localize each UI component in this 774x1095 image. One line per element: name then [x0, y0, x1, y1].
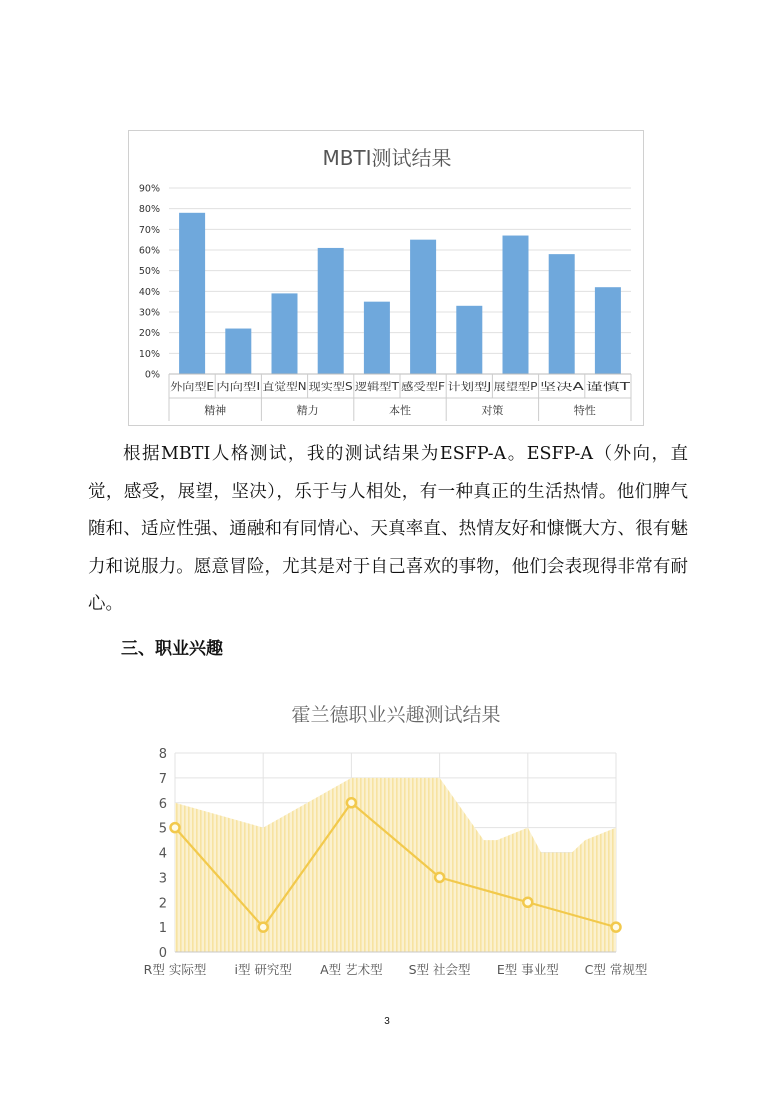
mbti-x-label: 展望型P: [493, 381, 532, 393]
holland-x-label: i型 研究型: [234, 962, 292, 977]
mbti-bar: [410, 240, 436, 374]
holland-point: [171, 823, 180, 832]
mbti-bar: [456, 306, 482, 374]
holland-chart: [128, 690, 648, 990]
mbti-group-label: 本性: [389, 404, 411, 417]
mbti-y-tick: 70%: [138, 224, 160, 236]
holland-y-tick: 2: [158, 896, 167, 912]
mbti-y-tick: 40%: [138, 286, 160, 298]
holland-y-tick: 8: [158, 747, 167, 762]
mbti-x-label: 感受型F: [401, 381, 439, 393]
holland-point: [435, 873, 444, 882]
holland-y-tick: 7: [158, 771, 167, 787]
holland-area: [175, 778, 616, 952]
mbti-y-tick: 10%: [138, 348, 160, 360]
mbti-y-tick: 80%: [138, 204, 160, 216]
mbti-x-label: 逻辑型T: [354, 381, 393, 393]
holland-y-tick: 5: [158, 821, 167, 837]
holland-point: [259, 923, 268, 932]
holland-point: [612, 923, 621, 932]
mbti-chart: [128, 130, 644, 426]
holland-title: 霍兰德职业兴趣测试结果: [291, 704, 501, 726]
mbti-result-paragraph: 根据MBTI人格测试，我的测试结果为ESFP-A。ESFP-A（外向，直觉，感受，展望，坚决），乐于与人相处，有一种真正的生活热情。他们脾气随和、适应性强、通融和有同情心、天真率直、热情友好和慷慨大方、很有魅力和说服力。愿意冒险，尤其是对于自己喜欢的事物，他们会表现得非常有耐心。: [88, 444, 688, 614]
mbti-y-tick: 20%: [138, 328, 160, 340]
mbti-x-label: 内向型I: [216, 381, 251, 393]
mbti-x-label: 谨慎T: [585, 381, 614, 393]
mbti-y-tick: 0%: [144, 369, 160, 381]
mbti-bar: [179, 213, 205, 374]
mbti-bar: [595, 287, 621, 374]
section-heading: 三、职业兴趣: [121, 639, 223, 659]
mbti-x-label: 直觉型N: [262, 381, 302, 393]
mbti-bar: [272, 293, 298, 374]
mbti-chart-svg: [129, 131, 645, 427]
page-number: 3: [384, 1016, 390, 1027]
holland-y-tick: 1: [158, 921, 167, 937]
holland-y-tick: 4: [158, 846, 167, 862]
mbti-group-label: 对策: [481, 404, 504, 417]
mbti-bar: [549, 254, 575, 374]
mbti-bar: [503, 236, 529, 374]
mbti-x-label: 现实型S: [308, 381, 347, 393]
mbti-y-tick: 30%: [138, 307, 160, 319]
holland-x-label: E型 事业型: [496, 962, 559, 977]
mbti-bar: [318, 248, 344, 374]
holland-x-label: A型 艺术型: [320, 962, 383, 977]
holland-y-tick: 6: [158, 796, 167, 812]
mbti-y-tick: 50%: [138, 266, 160, 278]
mbti-y-tick: 90%: [138, 183, 160, 195]
mbti-title: MBTI测试结果: [322, 146, 452, 170]
holland-x-label: S型 社会型: [408, 962, 471, 977]
holland-point: [523, 898, 532, 907]
holland-point: [347, 798, 356, 807]
holland-x-label: C型 常规型: [584, 962, 648, 977]
mbti-bar: [225, 329, 251, 374]
mbti-x-label: 计划型J: [447, 381, 482, 393]
mbti-x-label: 外向型E: [170, 381, 209, 393]
mbti-y-tick: 60%: [138, 245, 160, 257]
mbti-group-label: 精神: [204, 404, 227, 417]
mbti-group-label: 特性: [573, 404, 596, 417]
holland-y-tick: 0: [158, 946, 167, 961]
mbti-x-label: 坚决A: [539, 381, 568, 393]
holland-x-label: R型 实际型: [143, 962, 207, 977]
mbti-group-label: 精力: [296, 404, 319, 417]
mbti-bar: [364, 302, 390, 374]
holland-y-tick: 3: [158, 871, 167, 887]
